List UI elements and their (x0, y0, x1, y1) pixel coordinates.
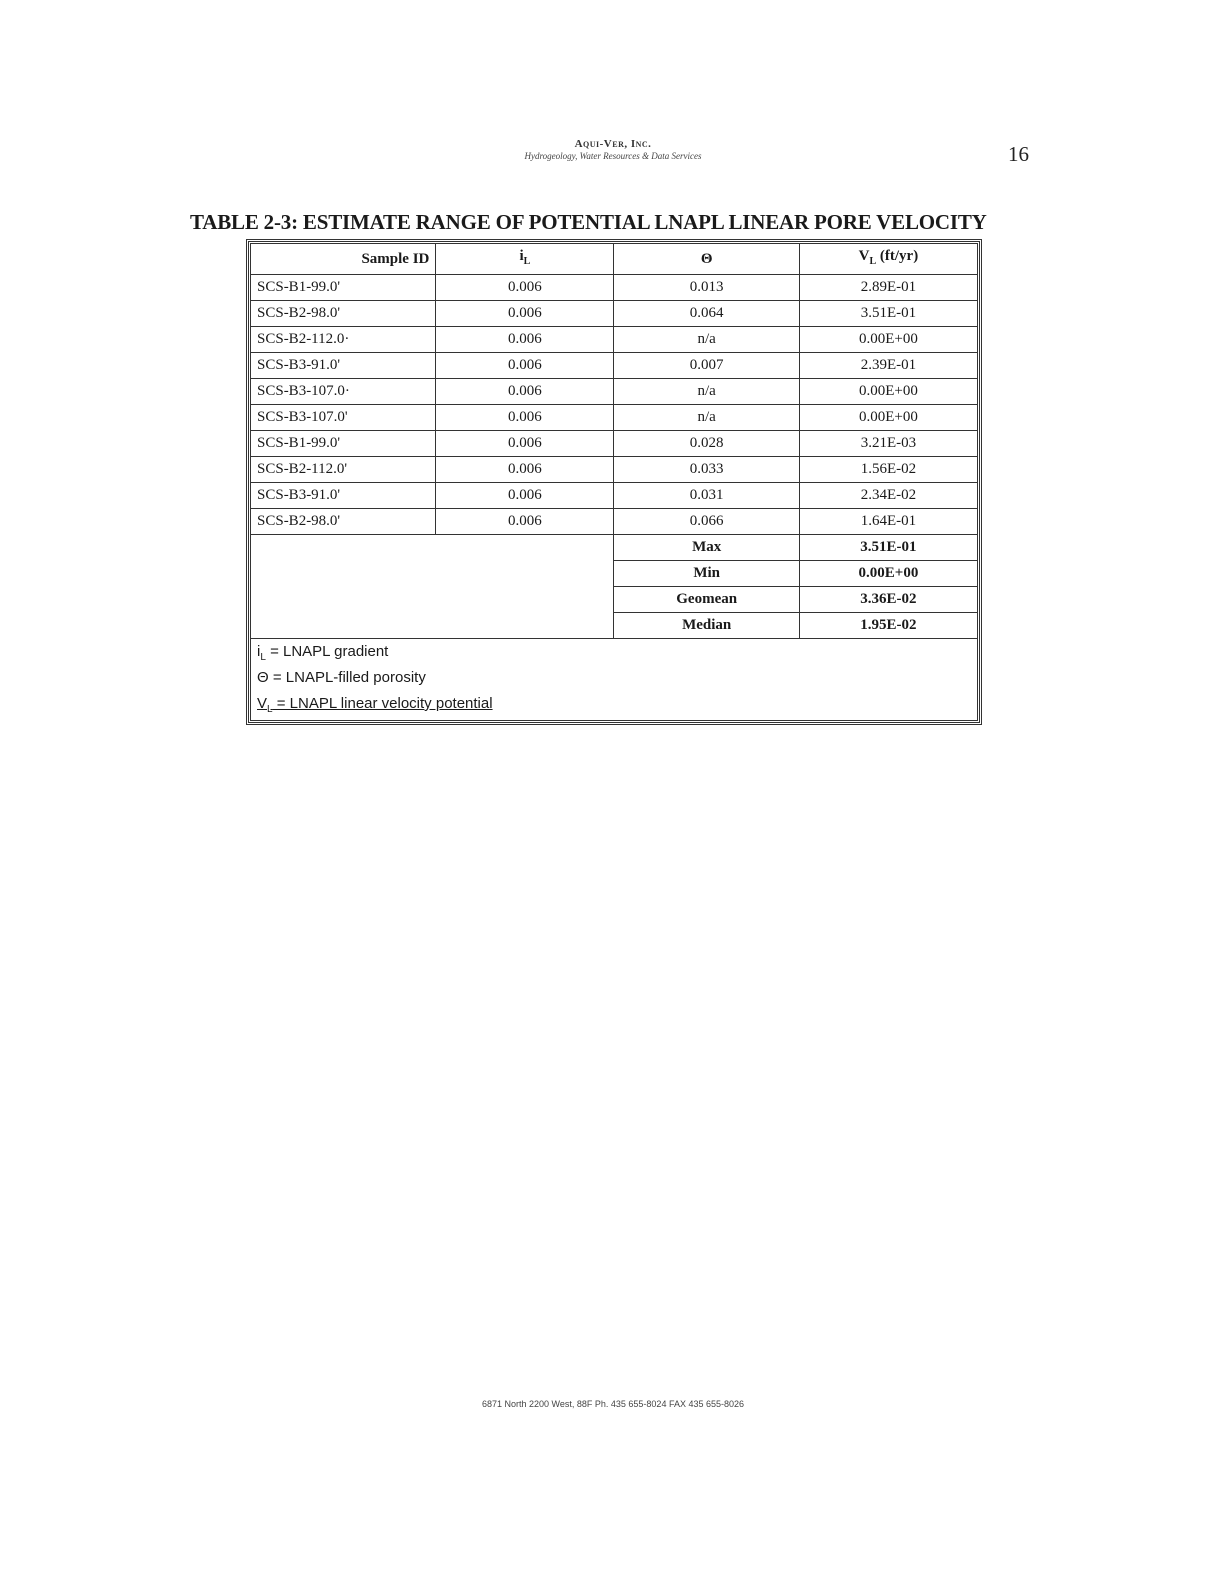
table-row (251, 483, 978, 509)
data-table-frame (246, 239, 982, 725)
cell-vl: 2.89E-01 (799, 275, 977, 301)
legend-symbol: Θ (257, 669, 269, 686)
stat-value: 0.00E+00 (799, 561, 977, 587)
cell-theta: n/a (614, 405, 799, 431)
cell-vl: 3.21E-03 (799, 431, 977, 457)
stat-value: 1.95E-02 (799, 613, 977, 639)
legend-line-theta (257, 668, 971, 694)
legend-subscript: L (260, 652, 266, 663)
table-row (251, 327, 978, 353)
cell-sample-id: SCS-B3-107.0' (251, 405, 436, 431)
header-il-symbol: i (519, 248, 524, 264)
cell-sample-id: SCS-B3-91.0' (251, 353, 436, 379)
header-sample-id: Sample ID (251, 244, 436, 275)
cell-vl: 2.34E-02 (799, 483, 977, 509)
legend-cell (251, 639, 978, 721)
table-header-row (251, 244, 978, 275)
legend-symbol: i (257, 643, 261, 660)
cell-il: 0.006 (436, 275, 614, 301)
cell-vl: 1.56E-02 (799, 457, 977, 483)
legend-line-il (257, 642, 971, 668)
cell-sample-id: SCS-B2-98.0' (251, 509, 436, 535)
stats-row-max (251, 535, 978, 561)
company-tagline: Hydrogeology, Water Resources & Data Services (524, 151, 702, 161)
cell-sample-id: SCS-B2-112.0· (251, 327, 436, 353)
cell-vl: 0.00E+00 (799, 327, 977, 353)
data-table (250, 243, 978, 721)
cell-theta: n/a (614, 327, 799, 353)
cell-il: 0.006 (436, 379, 614, 405)
table-row (251, 275, 978, 301)
cell-vl: 0.00E+00 (799, 379, 977, 405)
cell-sample-id: SCS-B1-99.0' (251, 275, 436, 301)
cell-vl: 1.64E-01 (799, 509, 977, 535)
legend-text: = LNAPL linear velocity potential (272, 695, 493, 712)
cell-il: 0.006 (436, 431, 614, 457)
legend-line-vl (257, 694, 971, 720)
header-vl-symbol: V (858, 248, 870, 264)
footer-address: 6871 North 2200 West, 88F Ph. 435 655-8024 FAX 435 655-8026 (481, 1399, 745, 1409)
page-number: 16 (1008, 142, 1029, 166)
stat-value: 3.36E-02 (799, 587, 977, 613)
header-il (436, 244, 614, 275)
table-row (251, 509, 978, 535)
stat-label: Max (614, 535, 799, 561)
cell-il: 0.006 (436, 301, 614, 327)
cell-il: 0.006 (436, 353, 614, 379)
table-row (251, 457, 978, 483)
cell-il: 0.006 (436, 327, 614, 353)
table-row (251, 353, 978, 379)
cell-sample-id: SCS-B1-99.0' (251, 431, 436, 457)
header-theta: Θ (614, 244, 799, 275)
stat-value: 3.51E-01 (799, 535, 977, 561)
table-title: TABLE 2-3: ESTIMATE RANGE OF POTENTIAL LNAPL LINEAR PORE VELOCITY (190, 210, 987, 234)
legend-subscript: L (267, 704, 273, 715)
cell-theta: n/a (614, 379, 799, 405)
cell-il: 0.006 (436, 405, 614, 431)
cell-theta: 0.031 (614, 483, 799, 509)
cell-sample-id: SCS-B2-98.0' (251, 301, 436, 327)
cell-vl: 0.00E+00 (799, 405, 977, 431)
stat-label: Geomean (614, 587, 799, 613)
stats-blank-area (251, 535, 614, 639)
legend-text: = LNAPL gradient (265, 643, 389, 660)
cell-theta: 0.028 (614, 431, 799, 457)
company-name: Aqui-Ver, Inc. (574, 138, 652, 150)
cell-theta: 0.007 (614, 353, 799, 379)
cell-sample-id: SCS-B3-107.0· (251, 379, 436, 405)
legend-symbol: V (257, 695, 268, 712)
header-vl-unit: (ft/yr) (879, 248, 919, 264)
table-row (251, 431, 978, 457)
cell-sample-id: SCS-B2-112.0' (251, 457, 436, 483)
cell-theta: 0.064 (614, 301, 799, 327)
header-vl-subscript: L (869, 256, 877, 267)
letterhead (0, 138, 1226, 161)
table-row (251, 301, 978, 327)
cell-il: 0.006 (436, 509, 614, 535)
table-row (251, 379, 978, 405)
header-vl (799, 244, 977, 275)
legend-row (251, 639, 978, 721)
cell-theta: 0.013 (614, 275, 799, 301)
cell-il: 0.006 (436, 483, 614, 509)
stat-label: Min (614, 561, 799, 587)
cell-sample-id: SCS-B3-91.0' (251, 483, 436, 509)
cell-theta: 0.033 (614, 457, 799, 483)
cell-vl: 3.51E-01 (799, 301, 977, 327)
stat-label: Median (614, 613, 799, 639)
cell-vl: 2.39E-01 (799, 353, 977, 379)
table-row (251, 405, 978, 431)
header-il-subscript: L (523, 256, 531, 267)
cell-theta: 0.066 (614, 509, 799, 535)
cell-il: 0.006 (436, 457, 614, 483)
legend-text: = LNAPL-filled porosity (268, 669, 426, 686)
